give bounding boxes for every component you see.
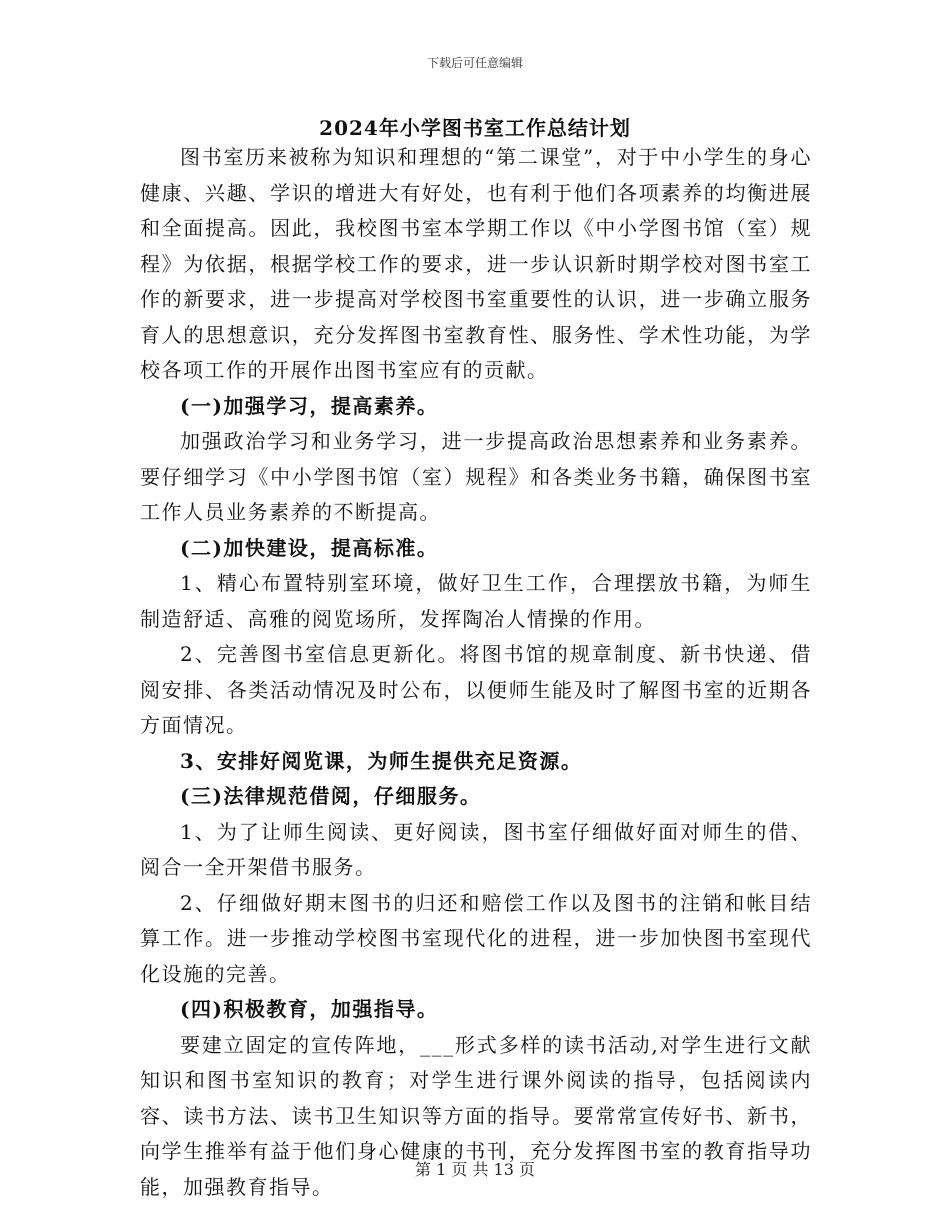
document-title: 2024年小学图书室工作总结计划 — [319, 116, 631, 140]
document-body — [140, 140, 812, 1205]
section-4-paragraph: 要建立固定的宣传阵地，___形式多样的读书活动,对学生进行文献知识和图书室知识的教育；对学生进行课外阅读的指导，包括阅读内容、读书方法、读书卫生知识等方面的指导。要常常宣传好书、新书，向学生推举有益于他们身心健康的书刊，充分发挥图书室的教育指导功能，加强教育指导。 — [140, 1032, 812, 1199]
section-2-item-2: 2、完善图书室信息更新化。将图书馆的规章制度、新书快递、借阅安排、各类活动情况及时公布，以便师生能及时了解图书室的近期各方面情况。 — [140, 642, 812, 737]
header-note: 下载后可任意编辑 — [426, 56, 523, 70]
section-3-item-1: 1、为了让师生阅读、更好阅读，图书室仔细做好面对师生的借、阅合一全开架借书服务。 — [140, 819, 812, 879]
section-1-paragraph: 加强政治学习和业务学习，进一步提高政治思想素养和业务素养。要仔细学习《中小学图书馆（室）规程》和各类业务书籍，确保图书室工作人员业务素养的不断提高。 — [140, 429, 812, 524]
section-2-item-1: 1、精心布置特别室环境，做好卫生工作，合理摆放书籍，为师生制造舒适、高雅的阅览场所，发挥陶冶人情操的作用。 — [140, 571, 812, 631]
section-heading-1: (一)加强学习，提高素养。 — [180, 393, 439, 418]
section-3-item-2: 2、仔细做好期末图书的归还和赔偿工作以及图书的注销和帐目结算工作。进一步推动学校图书室现代化的进程，进一步加快图书室现代化设施的完善。 — [140, 890, 812, 986]
section-heading-2: (二)加快建设，提高标准。 — [180, 535, 439, 560]
intro-paragraph: 图书室历来被称为知识和理想的“第二课堂”，对于中小学生的身心健康、兴趣、学识的增进大有好处，也有利于他们各项素养的均衡进展和全面提高。因此，我校图书室本学期工作以《中小学图书馆（室）规程》为依据，根据学校工作的要求，进一步认识新时期学校对图书室工作的新要求，进一步提高对学校图书室重要性的认识，进一步确立服务育人的思想意识，充分发挥图书室教育性、服务性、学术性功能，为学校各项工作的开展作出图书室应有的贡献。 — [140, 145, 812, 382]
section-2-item-3: 3、安排好阅览课，为师生提供充足资源。 — [180, 748, 583, 773]
page-number: 第 1 页 共 13 页 — [415, 1160, 535, 1179]
section-heading-3: (三)法律规范借阅，仔细服务。 — [180, 784, 482, 808]
section-heading-4: (四)积极教育，加强指导。 — [180, 997, 439, 1021]
